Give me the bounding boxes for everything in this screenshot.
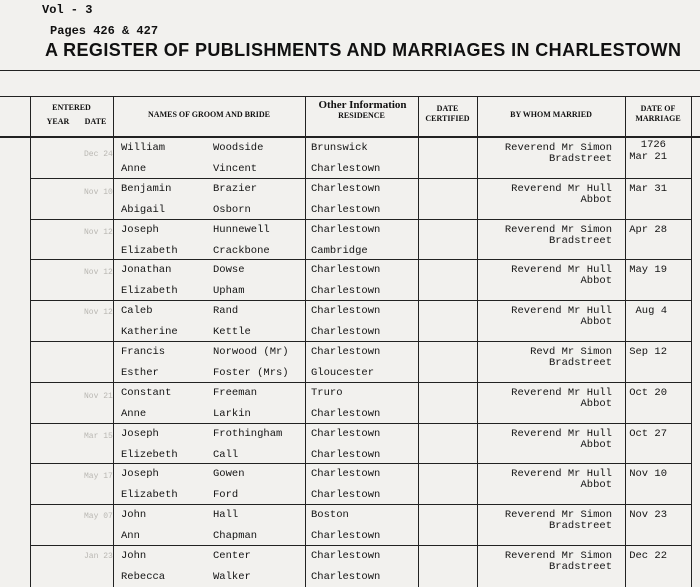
bride-last-name: Chapman bbox=[213, 530, 258, 543]
bride-residence: Charlestown bbox=[311, 326, 381, 339]
bride-first-name: Rebecca bbox=[121, 571, 166, 583]
groom-last-name: Dowse bbox=[213, 264, 245, 277]
row-divider bbox=[30, 382, 691, 383]
rule-header-top bbox=[0, 96, 700, 97]
bleed-through-mark: May 17 bbox=[84, 472, 113, 481]
marriage-date: Apr 28 bbox=[629, 223, 667, 236]
groom-first-name: William bbox=[121, 142, 166, 154]
bride-first-name: Esther bbox=[121, 367, 159, 379]
groom-first-name: Constant bbox=[121, 386, 172, 399]
groom-last-name: Gowen bbox=[213, 468, 245, 481]
volume-label: Vol - 3 bbox=[42, 3, 93, 17]
bride-residence: Charlestown bbox=[311, 530, 381, 543]
header-residence: RESIDENCE bbox=[338, 111, 385, 120]
groom-last-name: Center bbox=[213, 550, 251, 562]
officiant-line-1: Reverend Mr Hull bbox=[511, 305, 612, 318]
rule-top bbox=[0, 70, 700, 71]
marriage-date: Nov 23 bbox=[629, 509, 667, 522]
bride-first-name: Abigail bbox=[121, 203, 166, 216]
groom-residence: Charlestown bbox=[311, 550, 381, 562]
officiant-line-2: Bradstreet bbox=[548, 234, 612, 247]
groom-last-name: Frothingham bbox=[213, 427, 283, 440]
officiant-line-2: Abbot bbox=[580, 193, 612, 206]
bride-last-name: Vincent bbox=[213, 163, 258, 175]
groom-residence: Brunswick bbox=[311, 142, 368, 154]
bleed-through-mark: Nov 10 bbox=[84, 188, 113, 197]
groom-residence: Charlestown bbox=[311, 346, 381, 358]
groom-first-name: Caleb bbox=[121, 305, 153, 318]
groom-last-name: Rand bbox=[213, 305, 239, 318]
header-year: YEAR bbox=[46, 117, 70, 126]
row-divider bbox=[30, 545, 691, 546]
officiant-line-2: Bradstreet bbox=[548, 561, 612, 573]
bleed-through-mark: Nov 12 bbox=[84, 268, 113, 277]
marriage-date: May 19 bbox=[629, 264, 667, 277]
bride-first-name: Anne bbox=[121, 407, 147, 420]
groom-last-name: Brazier bbox=[213, 182, 258, 195]
bride-last-name: Osborn bbox=[213, 203, 251, 216]
bride-first-name: Elizabeth bbox=[121, 285, 178, 298]
groom-residence: Charlestown bbox=[311, 264, 381, 277]
officiant-line-1: Revd Mr Simon bbox=[530, 346, 612, 358]
header-other-info: Other Information bbox=[318, 99, 407, 111]
header-by-whom: BY WHOM MARRIED bbox=[510, 110, 592, 119]
groom-first-name: Benjamin bbox=[121, 182, 172, 195]
groom-first-name: Joseph bbox=[121, 468, 159, 481]
marriage-year: 1726 bbox=[640, 139, 666, 151]
bride-residence: Charlestown bbox=[311, 571, 381, 583]
groom-first-name: John bbox=[121, 509, 147, 522]
officiant-line-1: Reverend Mr Simon bbox=[504, 223, 612, 236]
header-date: DATE bbox=[84, 117, 107, 126]
pages-label: Pages 426 & 427 bbox=[50, 24, 159, 38]
groom-residence: Charlestown bbox=[311, 468, 381, 481]
bride-residence: Charlestown bbox=[311, 407, 381, 420]
bride-last-name: Kettle bbox=[213, 326, 251, 339]
groom-last-name: Hall bbox=[213, 509, 239, 522]
bleed-through-mark: May 07 bbox=[84, 512, 113, 521]
header-date-of-marriage: DATE OF MARRIAGE bbox=[635, 104, 681, 123]
rule-col bbox=[691, 96, 692, 587]
groom-residence: Truro bbox=[311, 386, 343, 399]
row-divider bbox=[30, 423, 691, 424]
officiant-line-1: Reverend Mr Hull bbox=[511, 386, 612, 399]
bride-residence: Cambridge bbox=[311, 244, 368, 257]
officiant-line-1: Reverend Mr Simon bbox=[504, 142, 612, 154]
marriage-date: Oct 27 bbox=[629, 427, 667, 440]
marriage-date: Nov 10 bbox=[629, 468, 667, 481]
rule-header-bottom bbox=[0, 136, 700, 138]
officiant-line-1: Reverend Mr Hull bbox=[511, 468, 612, 481]
bleed-through-mark: Nov 12 bbox=[84, 308, 113, 317]
marriage-date: Mar 21 bbox=[629, 151, 667, 163]
bleed-through-mark: Nov 21 bbox=[84, 392, 113, 401]
groom-first-name: Francis bbox=[121, 346, 166, 358]
groom-first-name: John bbox=[121, 550, 147, 562]
bride-residence: Charlestown bbox=[311, 448, 381, 461]
marriage-date: Sep 12 bbox=[629, 346, 667, 358]
header-names: NAMES OF GROOM AND BRIDE bbox=[148, 110, 270, 119]
bleed-through-mark: Mar 15 bbox=[84, 432, 113, 441]
groom-residence: Charlestown bbox=[311, 223, 381, 236]
marriage-date: Aug 4 bbox=[635, 305, 667, 318]
officiant-line-2: Abbot bbox=[580, 397, 612, 410]
groom-first-name: Joseph bbox=[121, 427, 159, 440]
groom-first-name: Joseph bbox=[121, 223, 159, 236]
marriage-date: Mar 31 bbox=[629, 182, 667, 195]
bride-last-name: Larkin bbox=[213, 407, 251, 420]
officiant-line-1: Reverend Mr Hull bbox=[511, 427, 612, 440]
groom-residence: Charlestown bbox=[311, 427, 381, 440]
bleed-through-mark: Nov 12 bbox=[84, 228, 113, 237]
row-divider bbox=[30, 341, 691, 342]
page-title: A REGISTER OF PUBLISHMENTS AND MARRIAGES IN CHARLESTOWN bbox=[45, 40, 682, 60]
bride-residence: Charlestown bbox=[311, 163, 381, 175]
bride-first-name: Anne bbox=[121, 163, 147, 175]
groom-residence: Charlestown bbox=[311, 305, 381, 318]
bride-last-name: Crackbone bbox=[213, 244, 270, 257]
officiant-line-2: Bradstreet bbox=[548, 357, 612, 369]
officiant-line-2: Abbot bbox=[580, 275, 612, 288]
header-entered: ENTERED bbox=[52, 103, 91, 112]
officiant-line-1: Reverend Mr Hull bbox=[511, 182, 612, 195]
officiant-line-2: Abbot bbox=[580, 479, 612, 492]
officiant-line-1: Reverend Mr Simon bbox=[504, 550, 612, 562]
bride-first-name: Ann bbox=[121, 530, 140, 543]
groom-last-name: Woodside bbox=[213, 142, 264, 154]
groom-residence: Boston bbox=[311, 509, 349, 522]
row-divider bbox=[30, 178, 691, 179]
officiant-line-2: Bradstreet bbox=[548, 520, 612, 533]
bride-last-name: Upham bbox=[213, 285, 245, 298]
bride-first-name: Elizabeth bbox=[121, 244, 178, 257]
marriage-date: Oct 20 bbox=[629, 386, 667, 399]
groom-last-name: Freeman bbox=[213, 386, 258, 399]
row-divider bbox=[30, 219, 691, 220]
row-divider bbox=[30, 300, 691, 301]
header-date-certified: DATE CERTIFIED bbox=[425, 104, 470, 123]
bride-last-name: Call bbox=[213, 448, 239, 461]
bride-residence: Gloucester bbox=[311, 367, 375, 379]
groom-residence: Charlestown bbox=[311, 182, 381, 195]
officiant-line-1: Reverend Mr Simon bbox=[504, 509, 612, 522]
officiant-line-2: Abbot bbox=[580, 438, 612, 451]
bride-first-name: Elizabeth bbox=[121, 489, 178, 502]
groom-last-name: Norwood (Mr) bbox=[213, 346, 289, 358]
officiant-line-2: Abbot bbox=[580, 316, 612, 329]
bride-first-name: Katherine bbox=[121, 326, 178, 339]
row-divider bbox=[30, 504, 691, 505]
bride-first-name: Elizebeth bbox=[121, 448, 178, 461]
groom-last-name: Hunnewell bbox=[213, 223, 270, 236]
bride-residence: Charlestown bbox=[311, 203, 381, 216]
bride-residence: Charlestown bbox=[311, 489, 381, 502]
bleed-through-mark: Dec 24 bbox=[84, 150, 113, 159]
officiant-line-1: Reverend Mr Hull bbox=[511, 264, 612, 277]
row-divider bbox=[30, 463, 691, 464]
bride-last-name: Ford bbox=[213, 489, 239, 502]
marriage-date: Dec 22 bbox=[629, 550, 667, 562]
officiant-line-2: Bradstreet bbox=[548, 153, 612, 165]
bride-residence: Charlestown bbox=[311, 285, 381, 298]
bleed-through-mark: Jan 23 bbox=[84, 552, 113, 561]
row-divider bbox=[30, 259, 691, 260]
bride-last-name: Foster (Mrs) bbox=[213, 367, 289, 379]
bride-last-name: Walker bbox=[213, 571, 251, 583]
groom-first-name: Jonathan bbox=[121, 264, 172, 277]
